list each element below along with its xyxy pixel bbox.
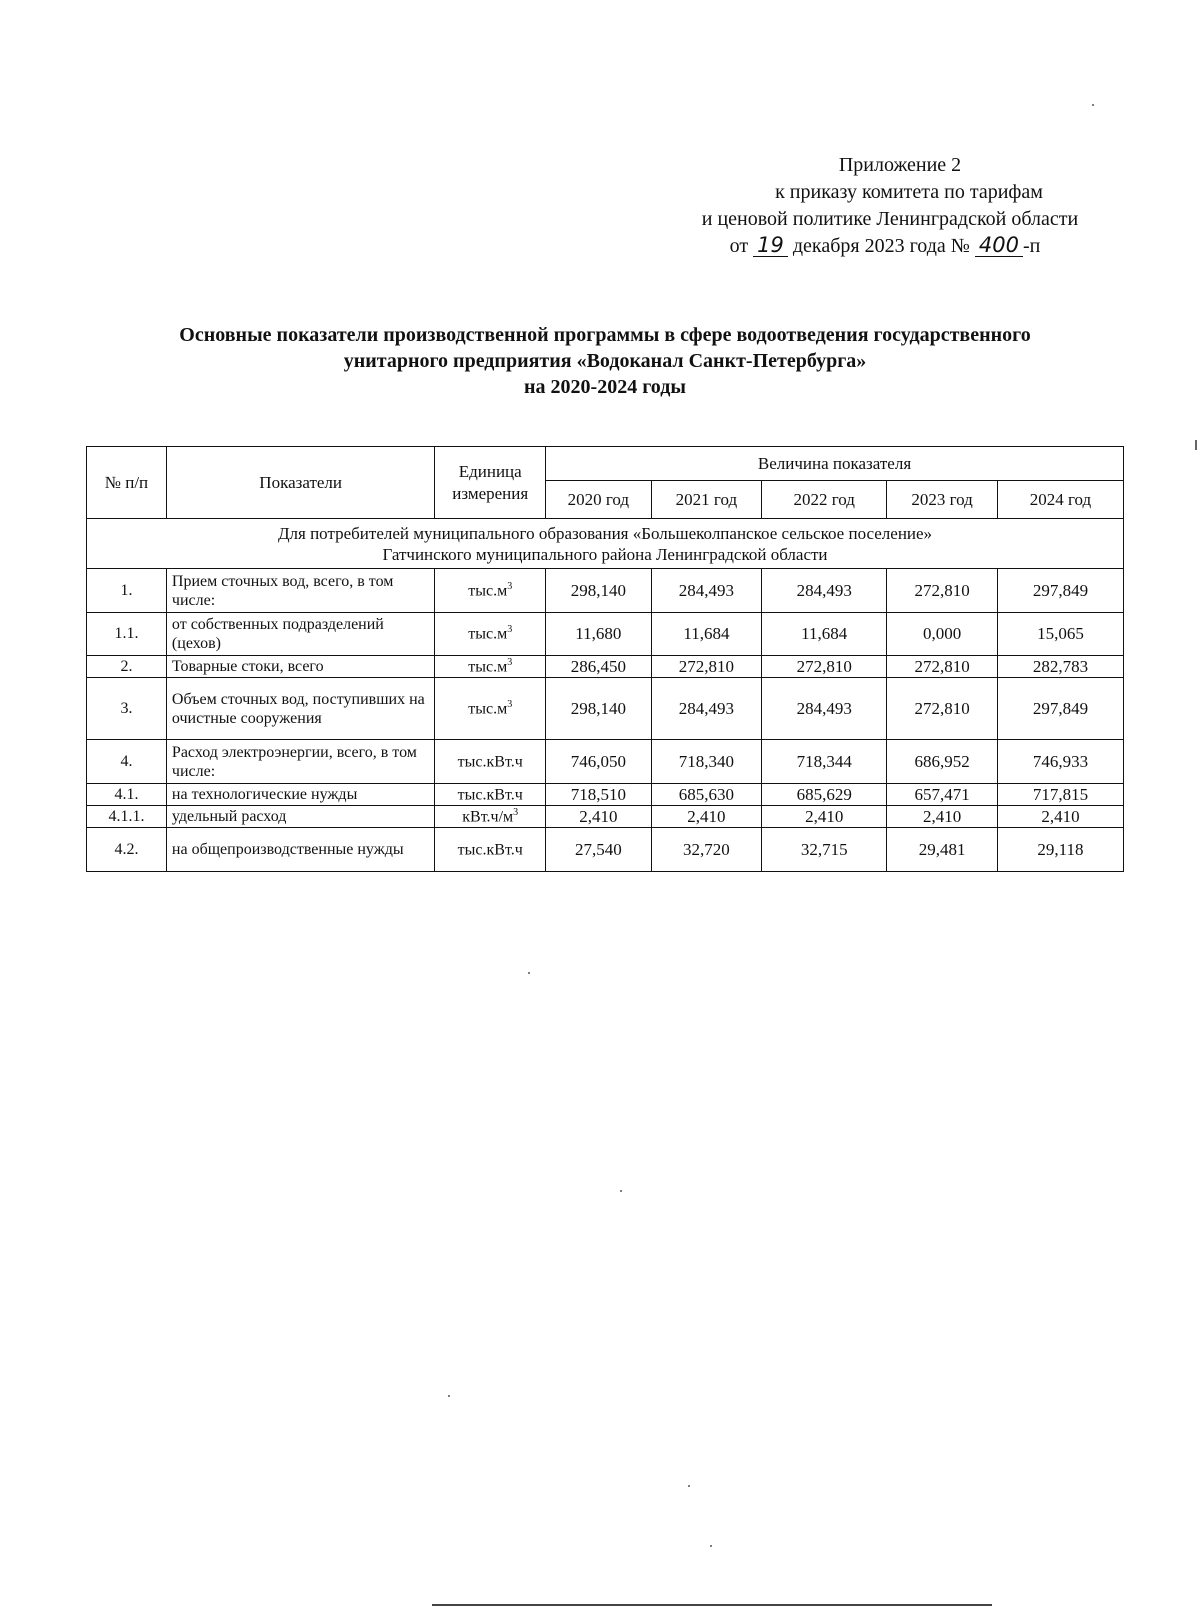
row-value: 297,849 (997, 678, 1123, 740)
handwritten-day: 19 (753, 234, 788, 257)
document-title (90, 322, 1120, 400)
row-value: 685,629 (762, 784, 887, 806)
year-header: 2023 год (887, 481, 998, 519)
unit-superscript: 3 (507, 698, 513, 710)
row-value: 282,783 (997, 656, 1123, 678)
row-value: 272,810 (762, 656, 887, 678)
row-value: 718,344 (762, 740, 887, 784)
unit-text: тыс.кВт.ч (457, 753, 523, 771)
order-date-line (640, 233, 1130, 260)
section-header (87, 519, 1124, 569)
row-value: 284,493 (651, 678, 762, 740)
scan-speck (710, 1545, 712, 1547)
row-value: 2,410 (651, 806, 762, 828)
year-header: 2024 год (997, 481, 1123, 519)
row-value: 11,680 (546, 613, 652, 656)
row-indicator: на технологические нужды (166, 784, 434, 806)
table-row (87, 784, 1124, 806)
row-unit (435, 806, 546, 828)
row-value: 284,493 (762, 569, 887, 613)
row-value: 718,510 (546, 784, 652, 806)
indicators-table (86, 446, 1124, 872)
row-value: 686,952 (887, 740, 998, 784)
unit-text: тыс.м (468, 700, 508, 718)
row-number: 2. (87, 656, 167, 678)
row-number: 4.1. (87, 784, 167, 806)
unit-text: тыс.кВт.ч (457, 841, 523, 859)
row-value: 286,450 (546, 656, 652, 678)
row-number: 4.2. (87, 828, 167, 872)
unit-text: кВт.ч/м (462, 808, 514, 826)
unit-text: тыс.м (468, 658, 508, 676)
row-unit (435, 613, 546, 656)
row-indicator: Товарные стоки, всего (166, 656, 434, 678)
section-row (87, 519, 1124, 569)
row-value: 2,410 (546, 806, 652, 828)
row-value: 717,815 (997, 784, 1123, 806)
row-number: 4.1.1. (87, 806, 167, 828)
header-row-1 (87, 447, 1124, 481)
row-number: 1.1. (87, 613, 167, 656)
row-value: 29,118 (997, 828, 1123, 872)
col-header-indicator: Показатели (166, 447, 434, 519)
row-value: 284,493 (651, 569, 762, 613)
row-value: 718,340 (651, 740, 762, 784)
col-header-unit: Единица измерения (435, 447, 546, 519)
table-row (87, 569, 1124, 613)
row-indicator: Объем сточных вод, поступивших на очистные сооружения (166, 678, 434, 740)
table-row (87, 613, 1124, 656)
scan-edge-mark (1195, 440, 1197, 450)
row-value: 15,065 (997, 613, 1123, 656)
row-value: 298,140 (546, 569, 652, 613)
row-value: 284,493 (762, 678, 887, 740)
title-line-2: унитарного предприятия «Водоканал Санкт-Петербурга» (343, 350, 867, 372)
unit-superscript: 3 (513, 806, 519, 818)
order-reference: к приказу комитета по тарифам (775, 181, 1043, 203)
table-row (87, 828, 1124, 872)
row-value: 272,810 (887, 656, 998, 678)
scan-speck (620, 1190, 622, 1192)
year-header: 2021 год (651, 481, 762, 519)
row-value: 746,050 (546, 740, 652, 784)
row-indicator: на общепроизводственные нужды (166, 828, 434, 872)
scan-bottom-edge (432, 1604, 992, 1606)
title-line-1: Основные показатели производственной программы в сфере водоотведения государственного (179, 324, 1031, 346)
row-unit (435, 678, 546, 740)
scan-speck (448, 1395, 450, 1397)
row-indicator: удельный расход (166, 806, 434, 828)
appendix-header (640, 152, 1130, 260)
row-value: 2,410 (997, 806, 1123, 828)
date-middle: декабря 2023 года № (792, 235, 970, 257)
row-value: 11,684 (651, 613, 762, 656)
scan-speck (688, 1485, 690, 1487)
unit-text: тыс.кВт.ч (457, 786, 523, 804)
unit-text: тыс.м (468, 625, 508, 643)
date-prefix: от (729, 235, 749, 257)
row-value: 272,810 (651, 656, 762, 678)
row-value: 27,540 (546, 828, 652, 872)
row-value: 32,720 (651, 828, 762, 872)
year-header: 2022 год (762, 481, 887, 519)
table-row (87, 740, 1124, 784)
title-line-3: на 2020-2024 годы (524, 376, 686, 398)
unit-superscript: 3 (507, 656, 513, 668)
row-value: 298,140 (546, 678, 652, 740)
appendix-label: Приложение 2 (838, 154, 962, 176)
row-unit (435, 569, 546, 613)
section-line-2: Гатчинского муниципального района Ленинградской области (382, 544, 828, 564)
unit-text: тыс.м (468, 582, 508, 600)
col-header-number: № п/п (87, 447, 167, 519)
col-header-value-group: Величина показателя (546, 447, 1124, 481)
number-suffix: -п (1022, 235, 1041, 257)
row-value: 2,410 (762, 806, 887, 828)
committee-name: и ценовой политике Ленинградской области (701, 208, 1079, 230)
row-value: 657,471 (887, 784, 998, 806)
unit-superscript: 3 (507, 580, 513, 592)
row-number: 3. (87, 678, 167, 740)
row-indicator: от собственных подразделений (цехов) (166, 613, 434, 656)
row-value: 2,410 (887, 806, 998, 828)
unit-superscript: 3 (507, 624, 513, 636)
scan-speck (1092, 104, 1094, 106)
row-unit (435, 784, 546, 806)
row-value: 272,810 (887, 569, 998, 613)
row-unit (435, 740, 546, 784)
row-unit (435, 656, 546, 678)
table-row (87, 656, 1124, 678)
scan-speck (528, 972, 530, 974)
year-header: 2020 год (546, 481, 652, 519)
row-value: 272,810 (887, 678, 998, 740)
row-value: 746,933 (997, 740, 1123, 784)
row-value: 32,715 (762, 828, 887, 872)
row-indicator: Прием сточных вод, всего, в том числе: (166, 569, 434, 613)
handwritten-order-number: 400 (975, 234, 1023, 257)
row-value: 29,481 (887, 828, 998, 872)
row-number: 4. (87, 740, 167, 784)
table-row (87, 678, 1124, 740)
row-value: 297,849 (997, 569, 1123, 613)
row-value: 0,000 (887, 613, 998, 656)
row-number: 1. (87, 569, 167, 613)
row-indicator: Расход электроэнергии, всего, в том числе: (166, 740, 434, 784)
section-line-1: Для потребителей муниципального образования «Большеколпанское сельское поселение» (277, 523, 933, 543)
row-unit (435, 828, 546, 872)
row-value: 11,684 (762, 613, 887, 656)
table-row (87, 806, 1124, 828)
row-value: 685,630 (651, 784, 762, 806)
